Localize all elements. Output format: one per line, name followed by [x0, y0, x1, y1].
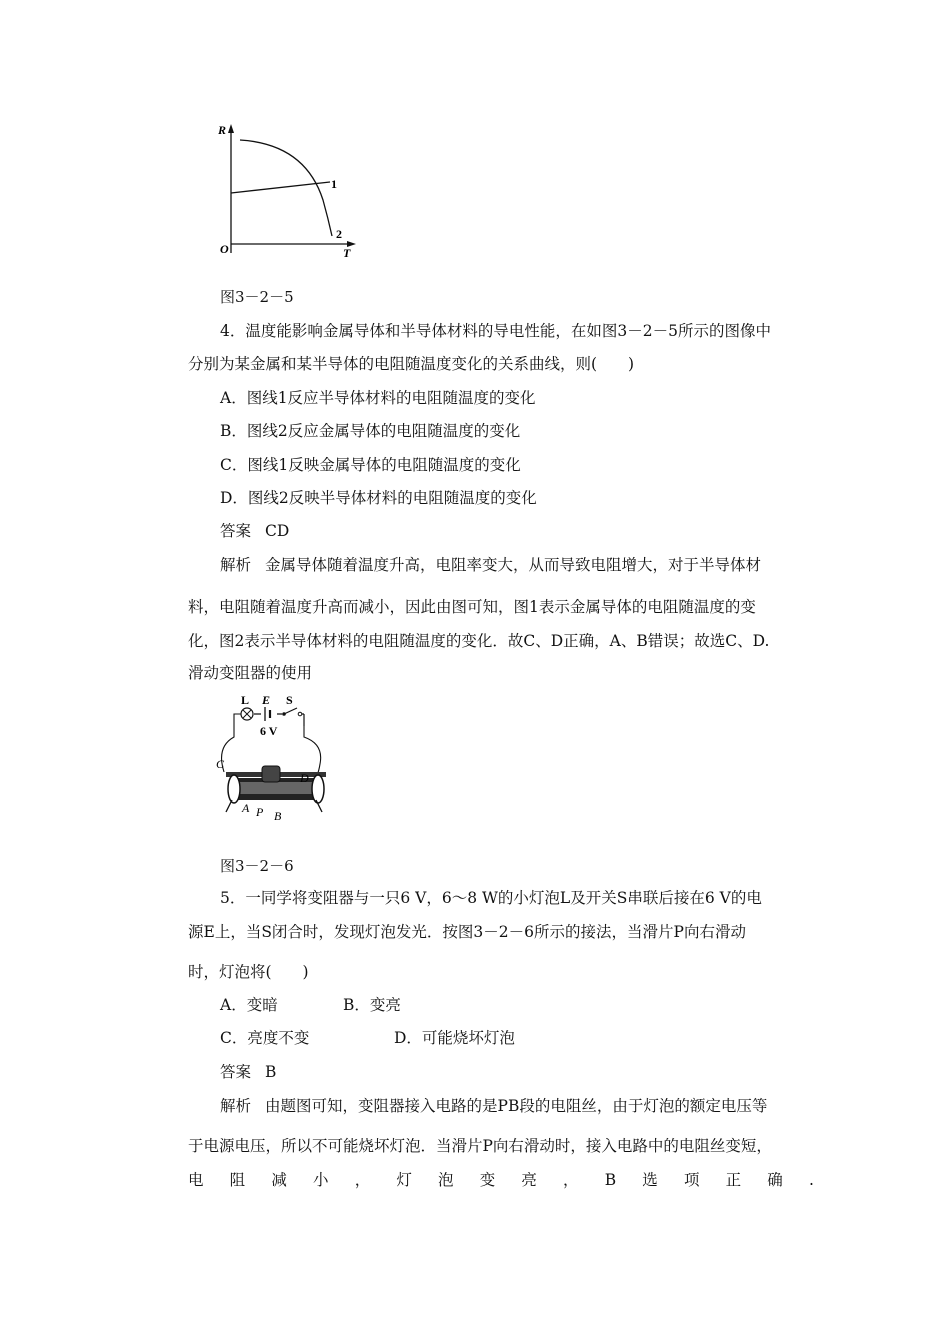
- y-axis-arrow: [228, 124, 234, 133]
- label-a: A: [242, 801, 250, 815]
- slider-p-icon: [262, 766, 280, 782]
- q5-analysis-line2: 于电源电压，所以不可能烧坏灯泡．当滑片P向右滑动时，接入电路中的电阻丝变短，: [188, 1137, 772, 1155]
- char: 阻: [229, 1171, 246, 1189]
- curve-1-metal: [231, 182, 330, 193]
- q5-stem-line3: 时，灯泡将( ): [188, 963, 309, 981]
- analysis-label: 解析: [220, 556, 252, 574]
- left-wire: [222, 714, 241, 772]
- origin-label: O: [220, 242, 229, 256]
- char: 亮: [521, 1171, 537, 1189]
- char: ，: [354, 1171, 371, 1189]
- end-cap-left: [228, 775, 240, 803]
- q5-answer: [220, 1062, 276, 1082]
- label-d: D: [300, 771, 309, 785]
- q4-analysis-line2: 料，电阻随着温度升高而减小，因此由图可知，图1表示金属导体的电阻随温度的变: [188, 598, 756, 616]
- q5-stem-line1: 5．一同学将变阻器与一只6 V，6～8 W的小灯泡L及开关S串联后接在6 V的电: [220, 889, 762, 907]
- char: .: [808, 1171, 814, 1189]
- label-e: E: [262, 693, 271, 707]
- char: 正: [725, 1171, 742, 1189]
- y-axis-label: R: [218, 123, 227, 137]
- q5-option-b: B．变亮: [343, 996, 401, 1014]
- q4-stem-line1: 4．温度能影响金属导体和半导体材料的导电性能，在如图3－2－5所示的图像中: [220, 322, 771, 340]
- char: 项: [683, 1171, 700, 1189]
- char: 选: [642, 1171, 658, 1189]
- q4-option-d: D．图线2反映半导体材料的电阻随温度的变化: [220, 489, 537, 507]
- curve-2-label: 2: [336, 227, 342, 241]
- answer-label: 答案: [220, 522, 252, 540]
- figure-caption-3-2-5: 图3－2－5: [220, 288, 294, 306]
- char: 小: [313, 1171, 329, 1189]
- q4-option-a: A．图线1反应半导体材料的电阻随温度的变化: [220, 389, 536, 407]
- q5-option-d: D．可能烧坏灯泡: [394, 1029, 515, 1047]
- answer-label: 答案: [220, 1063, 252, 1081]
- char: 泡: [438, 1171, 454, 1189]
- char: 灯: [396, 1171, 412, 1189]
- label-l: L: [241, 693, 250, 707]
- analysis-text: 金属导体随着温度升高，电阻率变大，从而导致电阻增大，对于半导体材: [265, 556, 762, 574]
- analysis-label: 解析: [220, 1097, 252, 1115]
- label-s: S: [286, 693, 293, 707]
- curve-1-label: 1: [331, 177, 337, 191]
- q5-analysis-line1: [220, 1096, 767, 1116]
- answer-value: CD: [265, 522, 290, 540]
- char: 确: [767, 1171, 783, 1189]
- x-axis-label: T: [343, 246, 351, 260]
- q4-option-c: C．图线1反映金属导体的电阻随温度的变化: [220, 456, 521, 474]
- q5-analysis-line3: [188, 1170, 814, 1190]
- figure-caption-3-2-6: 图3－2－6: [220, 857, 294, 875]
- q4-option-b: B．图线2反应金属导体的电阻随温度的变化: [220, 422, 521, 440]
- char: ，: [563, 1171, 579, 1189]
- char: 减: [271, 1171, 287, 1189]
- char: 变: [479, 1171, 496, 1189]
- q5-stem-line2: 源E上，当S闭合时，发现灯泡发光．按图3－2－6所示的接法，当滑片P向右滑动: [188, 923, 746, 941]
- analysis-text: 由题图可知，变阻器接入电路的是PB段的电阻丝，由于灯泡的额定电压等: [265, 1097, 768, 1115]
- q5-option-a: A．变暗: [220, 996, 278, 1014]
- q4-answer: [220, 521, 289, 541]
- voltage-label: 6 V: [260, 724, 278, 738]
- leg-left: [226, 800, 232, 812]
- rheostat-circuit-diagram: [212, 692, 342, 822]
- end-cap-right: [312, 775, 324, 803]
- curve-2-semiconductor: [240, 140, 332, 236]
- q4-stem-line2: 分别为某金属和某半导体的电阻随温度变化的关系曲线，则( ): [188, 355, 635, 373]
- section-title: 滑动变阻器的使用: [188, 664, 313, 682]
- label-p: P: [256, 805, 264, 819]
- switch-contact: [298, 712, 302, 716]
- label-c: C: [216, 757, 225, 771]
- answer-value: B: [265, 1063, 277, 1081]
- char: B: [604, 1171, 617, 1189]
- q5-option-c: C．亮度不变: [220, 1029, 310, 1047]
- q4-analysis-line3: 化，图2表示半导体材料的电阻随温度的变化．故C、D正确，A、B错误；故选C、D.: [188, 632, 770, 650]
- char: 电: [188, 1171, 204, 1189]
- resistance-temperature-graph: [210, 118, 360, 263]
- label-b: B: [274, 809, 282, 822]
- q4-analysis-line1: [220, 555, 761, 575]
